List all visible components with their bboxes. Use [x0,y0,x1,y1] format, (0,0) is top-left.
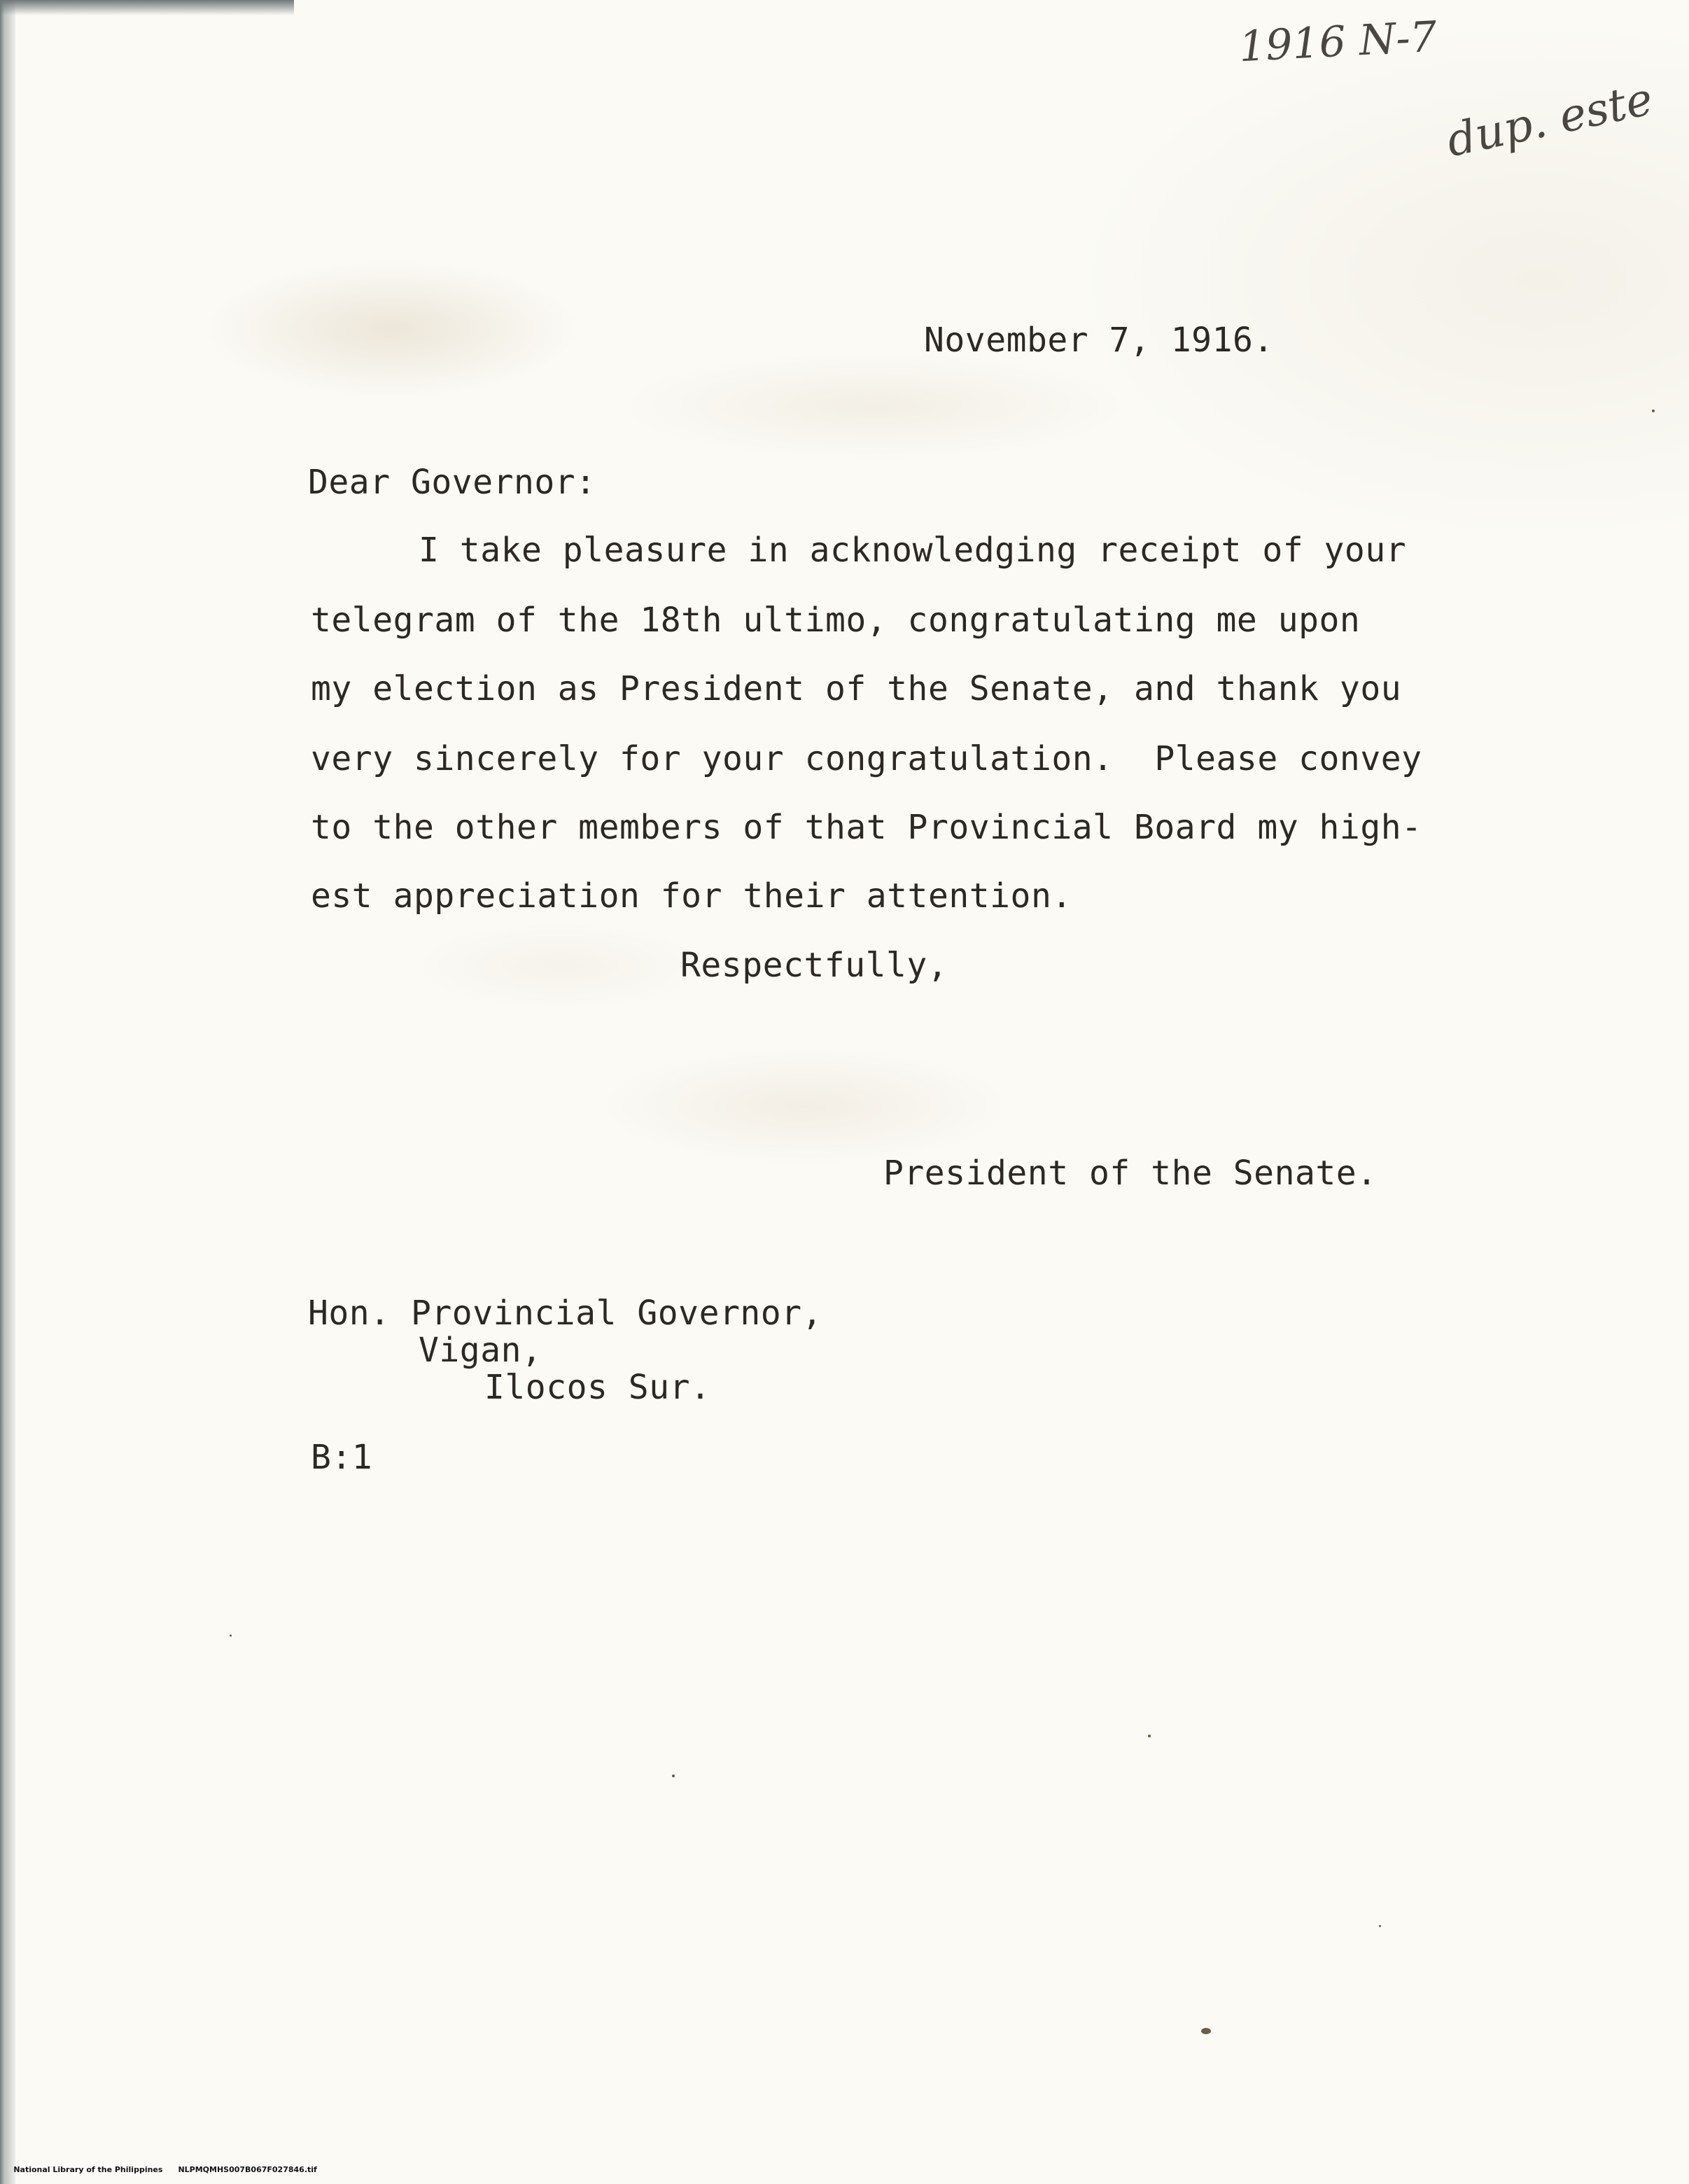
paper-speck [672,1774,675,1777]
archive-footer [3,2158,332,2181]
body-line: telegram of the 18th ultimo, congratulating me upon [311,601,1361,640]
address-line: Hon. Provincial Governor, [308,1294,822,1333]
signature-title: President of the Senate. [883,1154,1378,1193]
address-line: Ilocos Sur. [484,1368,711,1407]
archive-source: National Library of the Philippines [13,2165,163,2174]
archive-file-id: NLPMQMHS007B067F027846.tif [178,2165,317,2174]
handwritten-note: dup. este [1442,73,1658,168]
paper-speck [1379,1925,1381,1927]
paper-speck [230,1634,232,1637]
body-line: very sincerely for your congratulation. Please convey [311,739,1422,778]
typist-initials: B:1 [311,1438,373,1477]
letter-date: November 7, 1916. [924,321,1274,360]
paper-speck [1148,1735,1151,1737]
body-line: I take pleasure in acknowledging receipt of your [419,531,1407,570]
paper-speck [1652,410,1655,412]
handwritten-date-note: 1916 N-7 [1238,12,1438,72]
body-line: est appreciation for their attention. [311,876,1072,916]
salutation: Dear Governor: [308,463,596,502]
scan-edge-left [0,0,15,2184]
body-line: to the other members of that Provincial Board my high- [311,808,1422,847]
address-line: Vigan, [419,1331,542,1370]
closing: Respectfully, [680,946,948,985]
body-line: my election as President of the Senate, and thank you [311,669,1402,708]
paper-speck [1201,2028,1211,2034]
scan-edge-top [0,0,294,15]
